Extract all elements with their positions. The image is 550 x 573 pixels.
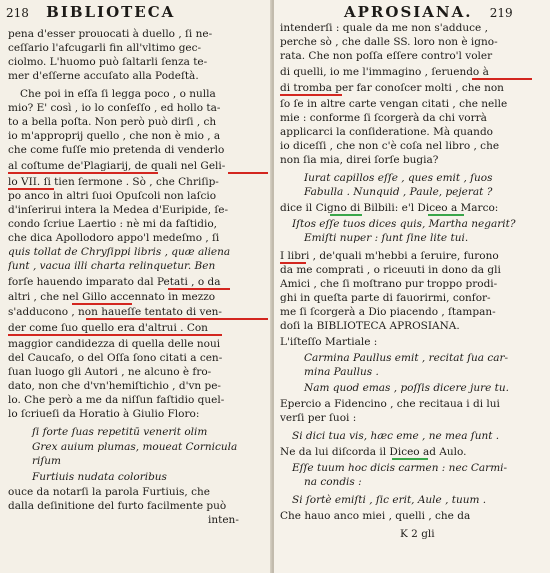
text-line: intenderſi : quale da me non s'adduce , — [280, 22, 488, 34]
left-page-number: 218 — [6, 6, 29, 20]
text-line: ſuan luogo gli Autori , ne alcuno è fro- — [8, 366, 212, 378]
text-line: altri , che nel Gillo accennato in mezzo — [8, 291, 216, 303]
red-underline-mark — [168, 288, 230, 290]
text-line: po anco in altri ſuoi Opuſcoli non laſcio — [8, 190, 217, 202]
text-line: ceſſario l'afcugarli fin all'vltimo gec- — [8, 42, 202, 54]
text-line: di tromba per far conoſcer molti , che non — [280, 82, 504, 94]
verse-line: riſum — [32, 455, 61, 467]
verse-line: Carmina Paullus emit , recitat ſua car- — [304, 352, 509, 364]
text-line: L'iſteſſo Martiale : — [280, 336, 378, 348]
red-underline-mark — [8, 172, 66, 174]
verse-line: Emiſti nuper : ſunt ſine lite tui. — [304, 232, 469, 244]
verse-line: Grex auium plumas, moueat Cornicula — [32, 441, 238, 453]
text-line: forſe hauendo imparato dal Petati , o da — [8, 276, 221, 288]
left-page — [0, 0, 272, 573]
green-underline-mark — [392, 458, 428, 460]
right-page-header — [344, 3, 513, 21]
text-line: lo. Che però a me da niſſun faſtidio quel- — [8, 394, 225, 406]
text-line: ſunt , vacua illi charta relinquetur. Ben — [8, 260, 216, 272]
red-underline-mark — [8, 188, 54, 190]
green-underline-mark — [330, 214, 362, 216]
verse-line: Si ſortè emiſti , ſic erit, Aule , tuum . — [292, 494, 487, 506]
text-line: Che hauo anco miei , quelli , che da — [280, 510, 471, 522]
red-underline-mark — [228, 172, 268, 174]
text-line: me ſi ſcorgerà a Dio piacendo , ſtampan- — [280, 306, 496, 318]
text-line: verſi per ſuoi : — [280, 412, 357, 424]
left-page-header — [6, 3, 175, 21]
text-line: ouce da notarſi la parola Furtiuis, che — [8, 486, 210, 498]
right-running-title: APROSIANA. — [344, 3, 473, 21]
text-line: ciolmo. L'huomo può ſaltarli ſenza te- — [8, 56, 208, 68]
text-line: perche sò , che dalle SS. loro non è igno- — [280, 36, 498, 48]
text-line: Amici , che ſi moſtrano pur troppo prodi- — [280, 278, 498, 290]
red-underline-mark — [72, 303, 132, 305]
verse-line: Iſtos eſſe tuos dices quis, Martha negarit? — [292, 218, 516, 230]
text-line: ghi in queſta parte di fauorirmi, confor- — [280, 292, 491, 304]
text-line: doſi la BIBLIOTECA APROSIANA. — [280, 320, 460, 332]
red-underline-mark — [280, 262, 306, 264]
text-line: di quelli, io me l'immagino , ſeruendo à — [280, 66, 489, 78]
text-line: Che poi in eſſa ſi legga poco , o nulla — [20, 88, 216, 100]
text-line: Epercio a Fidencino , che recitaua i di lui — [280, 398, 500, 410]
verse-line: Si dici tua vis, hæc eme , ne mea ſunt . — [292, 430, 500, 442]
text-line: io m'approprij quello , che non è mio , a — [8, 130, 221, 142]
verse-line: Iurat capillos eſſe , ques emit , ſuos — [304, 172, 493, 184]
red-underline-mark — [472, 78, 532, 80]
verse-line: na condis : — [304, 476, 362, 488]
red-underline-mark — [8, 334, 222, 336]
text-line: mer d'eſſerne accuſato alla Podeſtà. — [8, 70, 199, 82]
right-page-number: 219 — [489, 6, 513, 20]
verse-line: Fabulla . Nunquid , Paule, pejerat ? — [304, 186, 493, 198]
text-line: rata. Che non poſſa eſſere contro'l voler — [280, 50, 493, 62]
text-line: applicarci la conſideratione. Mà quando — [280, 126, 493, 138]
text-line: d'inſerirui intera la Medea d'Euripide, ſe- — [8, 204, 229, 216]
text-line: del Caucaſo, o del Oſſa ſono citati a cen- — [8, 352, 223, 364]
text-line: dalla deſinitione del furto facilmente può — [8, 500, 227, 512]
red-underline-mark — [86, 318, 268, 320]
text-line: al coſtume de'Plagiarij, de quali nel Geli- — [8, 160, 226, 172]
red-underline-mark — [66, 172, 158, 174]
text-line: maggior candidezza di quella delle noui — [8, 338, 221, 350]
text-line: io diceſſi , che non c'è coſa nel libro , che — [280, 140, 500, 152]
text-line: quis tollat de Chryſippi libris , quæ aliena — [8, 246, 231, 258]
left-running-title: BIBLIOTECA — [46, 3, 176, 21]
text-line: dice il Cigno di Bilbili: e'l Diceo a Marco: — [280, 202, 499, 214]
verse-line: Nam quod emas , poſſis dicere jure tu. — [304, 382, 509, 394]
catchword: inten- — [208, 514, 239, 526]
verse-line: ſi forte ſuas repetitū venerit olim — [32, 426, 208, 438]
text-line: che come fuſſe mio pretenda di venderlo — [8, 144, 225, 156]
text-line: da me comprati , o riceuuti in dono da gli — [280, 264, 501, 276]
text-line: condo ſcriue Laertio : nè mi da faſtidio, — [8, 218, 218, 230]
text-line: mie : conforme ſi ſcorgerà da chi vorrà — [280, 112, 487, 124]
text-line: che dica Apollodoro appo'l medeſmo , ſi — [8, 232, 220, 244]
verse-line: Furtiuis nudata coloribus — [32, 471, 167, 483]
text-line: I libri , de'quali m'hebbi a ſeruire, furono — [280, 250, 499, 262]
text-line: non ſia mia, direi ſorſe bugia? — [280, 154, 439, 166]
text-line: pena d'esser prouocati à duello , ſi ne- — [8, 28, 213, 40]
text-line: Ne da lui diſcorda il Diceo ad Aulo. — [280, 446, 467, 458]
red-underline-mark — [280, 94, 342, 96]
text-line: ſo ſe in altre carte vengan citati , che nelle — [280, 98, 508, 110]
text-line: s'adducono , non haueſſe tentato di ven- — [8, 306, 222, 318]
text-line: lo ſcriueſi da Horatio à Giulio Floro: — [8, 408, 200, 420]
text-line: to a bella poſta. Non però può dirſi , ch — [8, 116, 217, 128]
text-line: der come ſuo quello era d'altrui . Con — [8, 322, 208, 334]
signature-and-catchword: K 2 gli — [400, 528, 435, 540]
text-line: mio? E' così , io lo conſeſſo , ed hollo ta- — [8, 102, 221, 114]
verse-line: mina Paullus . — [304, 366, 379, 378]
verse-line: Eſſe tuum hoc dicis carmen : nec Carmi- — [292, 462, 508, 474]
green-underline-mark — [428, 214, 464, 216]
right-page — [274, 0, 550, 573]
text-line: lo VII. ſi tien ſermone . Sò , che Chriſip- — [8, 176, 219, 188]
text-line: dato, non che d'vn'hemiſtichio , d'vn pe- — [8, 380, 221, 392]
